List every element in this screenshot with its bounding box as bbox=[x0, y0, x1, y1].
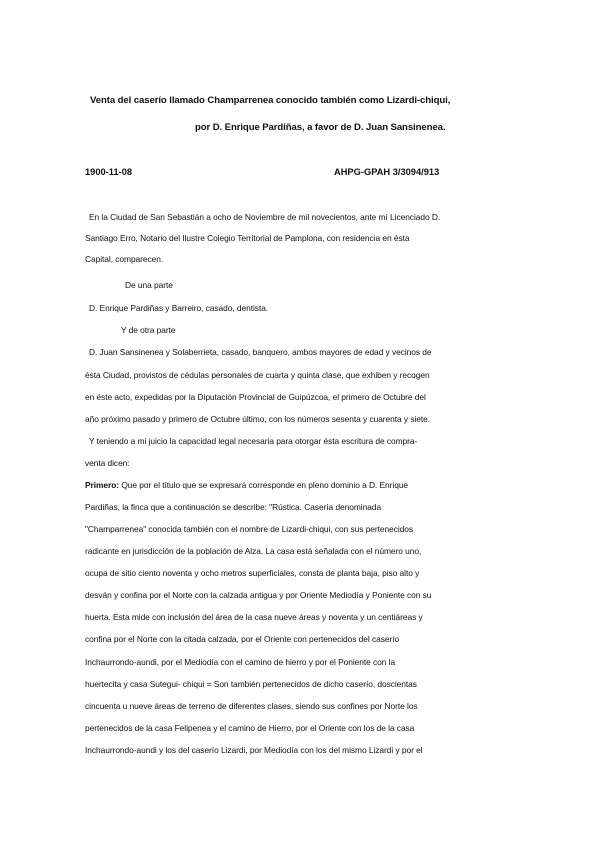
body-line: radicante en jurisdicción de la población de Alza. La casa está señalada con el número uno, bbox=[85, 546, 422, 556]
body-line: "Champarrenea" conocida también con el nombre de Lizardi-chiqui, con sus pertenecidos bbox=[85, 524, 414, 534]
body-line: Santiago Erro, Notario del Ilustre Colegio Territorial de Pamplona, con residencia en ésta bbox=[85, 233, 410, 243]
body-line: D. Juan Sansinenea y Solaberrieta, casado, banquero, ambos mayores de edad y vecinos de bbox=[89, 347, 432, 357]
body-line: Capital, comparecen. bbox=[85, 254, 164, 264]
body-line: Inchaurrondo-aundi y los del caserío Lizardi, por Mediodía con los del mismo Lizardi y por el bbox=[85, 745, 423, 755]
body-line: En la Ciudad de San Sebastián a ocho de Noviembre de mil novecientos, ante mí Licenciado D. bbox=[89, 212, 441, 222]
body-line: ésta Ciudad, provistos de cédulas personales de cuarta y quinta clase, que exhiben y recogen bbox=[85, 370, 430, 380]
document-date: 1900-11-08 bbox=[85, 167, 133, 177]
body-line: desván y confina por el Norte con la calzada antigua y por Oriente Mediodía y Poniente con su bbox=[85, 590, 432, 600]
body-line: De una parte bbox=[125, 280, 173, 290]
body-line: venta dicen: bbox=[85, 458, 130, 468]
primero-first-line: Que por el título que se expresará corresponde en pleno dominio a D. Enrique bbox=[119, 480, 409, 490]
primero-label: Primero: bbox=[85, 480, 120, 490]
document-title-line-1: Venta del caserío llamado Champarrenea conocido también como Lizardi-chiqui, bbox=[90, 95, 451, 106]
body-line: Inchaurrondo-aundi, por el Mediodía con el camino de hierro y por el Poniente con la bbox=[85, 657, 396, 667]
body-line: huertecita y casa Sutegui- chiqui = Son también pertenecidos de dicho caserío, doscientas bbox=[85, 679, 417, 689]
body-line: ocupa de sitio ciento noventa y ocho metros superficiales, consta de planta baja, piso alto y bbox=[85, 568, 420, 578]
primero-paragraph-start bbox=[85, 480, 408, 490]
document-title-line-2: por D. Enrique Pardiñas, a favor de D. Juan Sansinenea. bbox=[195, 122, 446, 133]
body-line: Pardiñas, la finca que a continuación se describe: "Rústica. Casería denominada bbox=[85, 502, 382, 512]
body-line: Y teniendo a mi juicio la capacidad legal necesaria para otorgar ésta escritura de compra- bbox=[89, 436, 418, 446]
body-line: Y de otra parte bbox=[121, 325, 176, 335]
body-line: en éste acto, expedidas por la Diputación Provincial de Guipúzcoa, el primero de Octubre del bbox=[85, 392, 426, 402]
body-line: cincuenta u nueve áreas de terreno de diferentes clases, siendo sus confines por Norte los bbox=[85, 701, 418, 711]
body-line: confina por el Norte con la citada calzada, por el Oriente con pertenecidos del caserío bbox=[85, 634, 400, 644]
body-line: pertenecidos de la casa Felipenea y el camino de Hierro, por el Oriente con los de la casa bbox=[85, 723, 415, 733]
body-line: año próximo pasado y primero de Octubre último, con los números sesenta y cuarenta y siete. bbox=[85, 414, 431, 424]
body-line: D. Enrique Pardiñas y Barreiro, casado, dentista. bbox=[89, 303, 269, 313]
body-line: huerta. Esta mide con inclusión del área de la casa nueve áreas y noventa y un centiáreas y bbox=[85, 612, 423, 622]
document-reference: AHPG-GPAH 3/3094/913 bbox=[334, 167, 440, 177]
